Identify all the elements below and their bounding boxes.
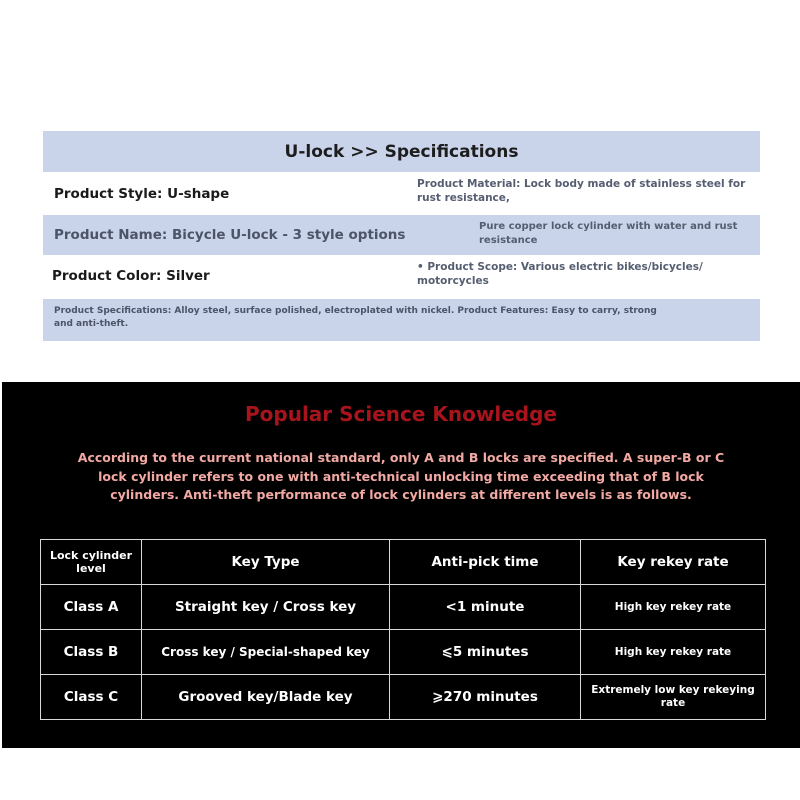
spec-row-color bbox=[43, 255, 760, 297]
product-color: Product Color: Silver bbox=[52, 268, 210, 284]
product-specifications: Product Specifications: Alloy steel, surface polished, electroplated with nickel. Product Features: Easy to carry, strong and anti-theft. bbox=[54, 306, 657, 329]
spec-row-specifications bbox=[43, 299, 760, 341]
product-name: Product Name: Bicycle U-lock - 3 style options bbox=[54, 227, 406, 243]
lock-level-table bbox=[40, 539, 766, 720]
spec-row-style bbox=[43, 172, 760, 215]
product-style: Product Style: U-shape bbox=[54, 185, 230, 202]
row-key-type: Straight key / Cross key bbox=[142, 585, 390, 630]
product-material: Product Material: Lock body made of stainless steel for rust resistance, bbox=[417, 178, 746, 204]
table-row bbox=[41, 585, 766, 630]
row-rekey-rate: High key rekey rate bbox=[581, 585, 766, 630]
row-level: Class A bbox=[41, 585, 142, 630]
row-anti-pick-time: ⩾270 minutes bbox=[390, 675, 581, 720]
row-level: Class C bbox=[41, 675, 142, 720]
spec-title: U-lock >> Specifications bbox=[43, 131, 760, 172]
header-rekey-rate: Key rekey rate bbox=[581, 540, 766, 585]
row-rekey-rate: High key rekey rate bbox=[581, 630, 766, 675]
spec-row-name bbox=[43, 215, 760, 255]
row-key-type: Cross key / Special-shaped key bbox=[142, 630, 390, 675]
science-title: Popular Science Knowledge bbox=[244, 402, 557, 426]
product-scope: • Product Scope: Various electric bikes/bicycles/ motorcycles bbox=[417, 261, 703, 287]
science-paragraph: According to the current national standard, only A and B locks are specified. A super-B or C lock cylinder refers to one with anti-technical unlocking time exceeding that of B lock cylinders. Anti-theft performance of lock cylinders at different levels is as follows. bbox=[77, 450, 725, 502]
table-header-row bbox=[41, 540, 766, 585]
science-panel bbox=[2, 382, 800, 748]
header-lock-level: Lock cylinder level bbox=[41, 540, 142, 585]
row-rekey-rate: Extremely low key rekeying rate bbox=[581, 675, 766, 720]
spec-table bbox=[43, 131, 760, 341]
row-anti-pick-time: <1 minute bbox=[390, 585, 581, 630]
table-row bbox=[41, 675, 766, 720]
header-anti-pick-time: Anti-pick time bbox=[390, 540, 581, 585]
row-level: Class B bbox=[41, 630, 142, 675]
row-key-type: Grooved key/Blade key bbox=[142, 675, 390, 720]
lock-cylinder-note: Pure copper lock cylinder with water and rust resistance bbox=[479, 221, 738, 246]
row-anti-pick-time: ⩽5 minutes bbox=[390, 630, 581, 675]
header-key-type: Key Type bbox=[142, 540, 390, 585]
table-row bbox=[41, 630, 766, 675]
